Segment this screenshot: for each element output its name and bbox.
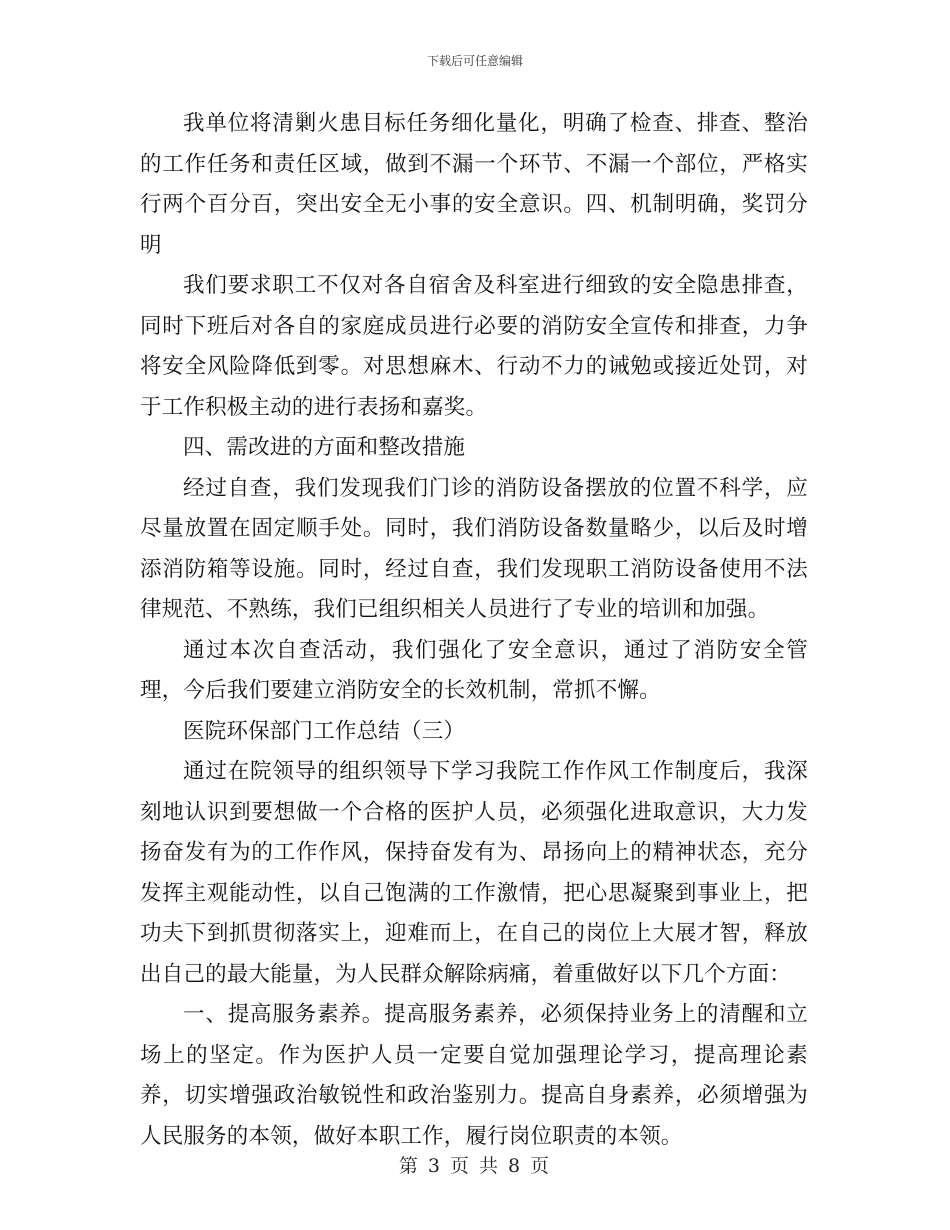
paragraph: 一、提高服务素养。提高服务素养，必须保持业务上的清醒和立场上的坚定。作为医护人员一定要自觉加强理论学习，提高理论素养，切实增强政治敏锐性和政治鉴别力。提高自身素养，必须增强为人民服务的本领，做好本职工作，履行岗位职责的本领。 [140, 1002, 808, 1149]
section-title: 医院环保部门工作总结（三） [183, 718, 466, 744]
paragraph: 我单位将清剿火患目标任务细化量化，明确了检查、排查、整治的工作任务和责任区域，做到不漏一个环节、不漏一个部位，严格实行两个百分百，突出安全无小事的安全意识。四、机制明确，奖罚分明 [140, 111, 808, 258]
paragraph: 通过在院领导的组织领导下学习我院工作作风工作制度后，我深刻地认识到要想做一个合格的医护人员，必须强化进取意识，大力发扬奋发有为的工作作风，保持奋发有为、昂扬向上的精神状态，充分发挥主观能动性，以自己饱满的工作激情，把心思凝聚到事业上，把功夫下到抓贯彻落实上，迎难而上，在自己的岗位上大展才智，释放出自己的最大能量，为人民群众解除病痛，着重做好以下几个方面： [140, 759, 808, 987]
paragraph: 经过自查，我们发现我们门诊的消防设备摆放的位置不科学，应尽量放置在固定顺手处。同时，我们消防设备数量略少，以后及时增添消防箱等设施。同时，经过自查，我们发现职工消防设备使用不法律规范、不熟练，我们已组织相关人员进行了专业的培训和加强。 [140, 475, 808, 622]
page-header: 下载后可任意编辑 [426, 54, 523, 68]
section-heading: 四、需改进的方面和整改措施 [183, 435, 466, 460]
paragraph: 我们要求职工不仅对各自宿舍及科室进行细致的安全隐患排查，同时下班后对各自的家庭成员进行必要的消防安全宣传和排查，力争将安全风险降低到零。对思想麻木、行动不力的诫勉或接近处罚，对于工作积极主动的进行表扬和嘉奖。 [140, 273, 808, 420]
document-body [140, 104, 808, 1157]
paragraph: 通过本次自查活动，我们强化了安全意识，通过了消防安全管理，今后我们要建立消防安全的长效机制，常抓不懈。 [140, 637, 808, 703]
page-number-footer: 第 3 页 共 8 页 [398, 1155, 552, 1177]
